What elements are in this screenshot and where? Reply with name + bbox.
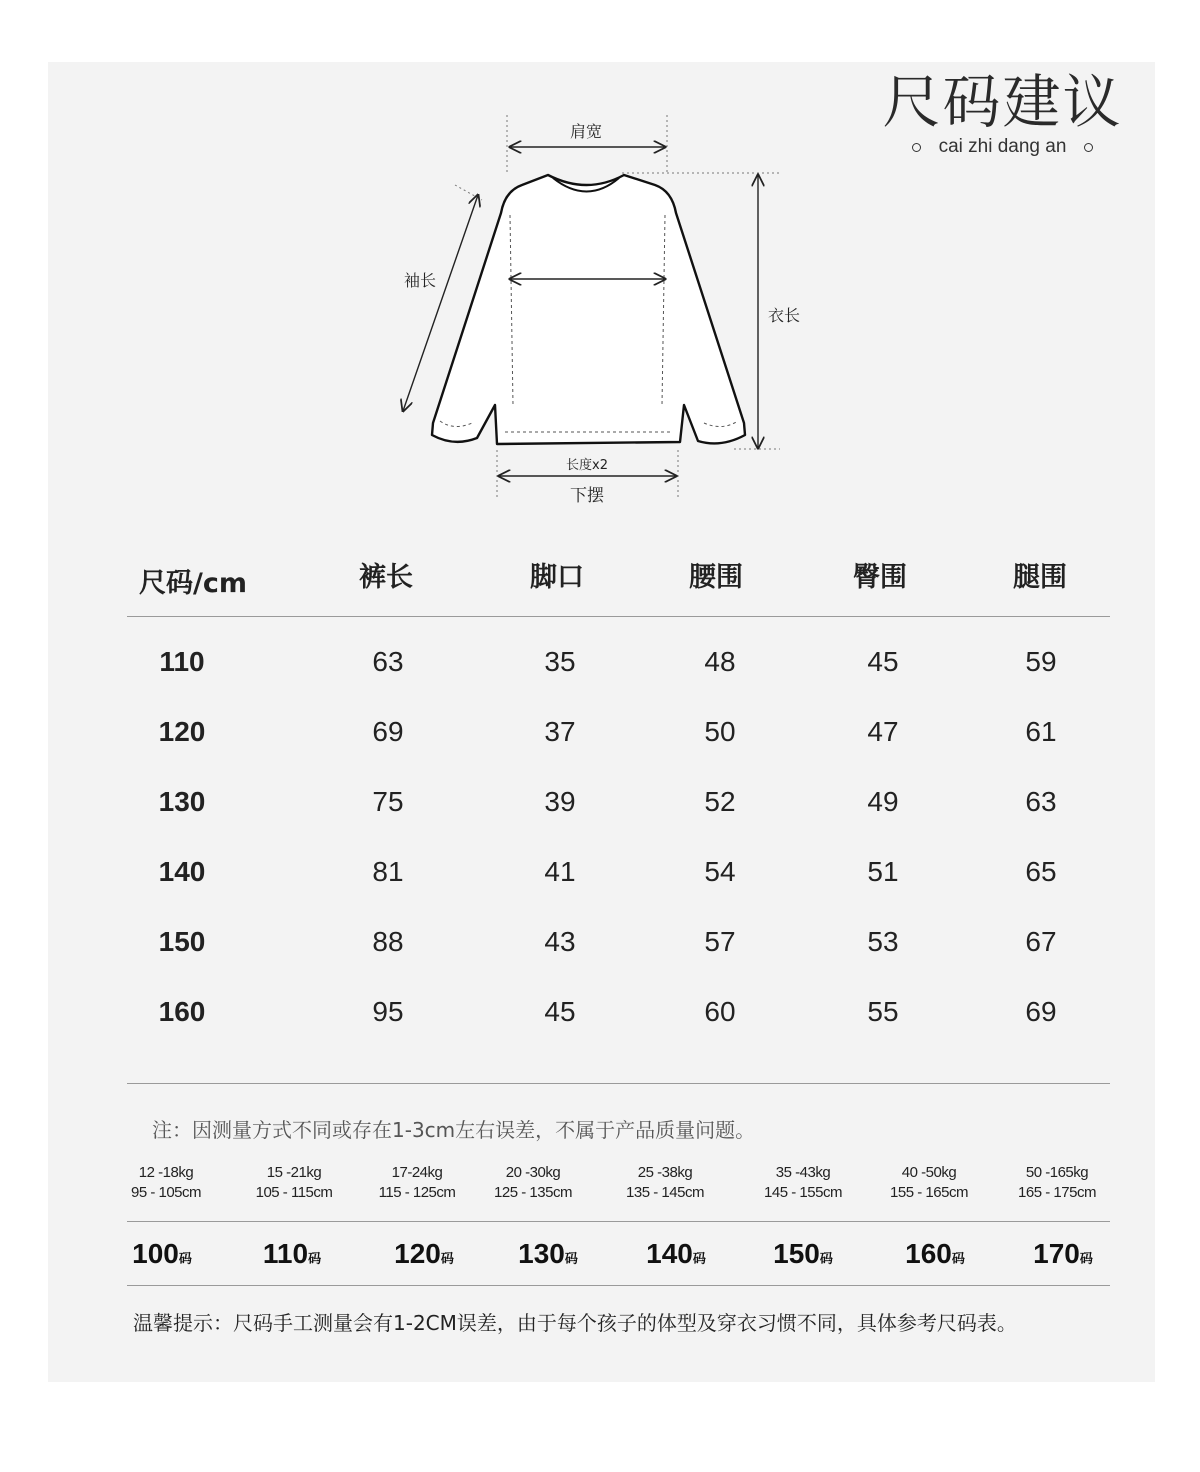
size-label [905, 1238, 965, 1270]
circle-icon [912, 143, 921, 152]
size-number: 170 [1033, 1238, 1080, 1269]
cell-value: 57 [704, 926, 736, 957]
size-number: 120 [394, 1238, 441, 1269]
cell-value: 81 [372, 856, 404, 887]
weight-height-cell [494, 1163, 572, 1203]
height-range: 155 - 165cm [890, 1184, 968, 1201]
weight-height-cell [890, 1163, 968, 1203]
height-range: 165 - 175cm [1018, 1184, 1096, 1201]
cell-value: 52 [704, 786, 736, 817]
height-range: 105 - 115cm [255, 1184, 333, 1201]
table-row [0, 786, 1200, 826]
divider [127, 1083, 1110, 1084]
header-waist: 腰围 [689, 562, 743, 593]
size-unit: 码 [564, 1252, 578, 1267]
table-row [0, 926, 1200, 966]
weight-range: 17-24kg [391, 1164, 443, 1181]
cell-value: 63 [1025, 786, 1057, 817]
weight-range: 15 -21kg [266, 1164, 322, 1181]
size-unit: 码 [440, 1252, 454, 1267]
table-row [0, 646, 1200, 686]
shirt-outline-icon [432, 175, 745, 444]
size-label [773, 1238, 833, 1270]
circle-icon [1084, 143, 1093, 152]
size-label [518, 1238, 578, 1270]
size-unit: 码 [819, 1252, 833, 1267]
divider [127, 616, 1110, 617]
cell-value: 69 [1025, 996, 1057, 1027]
page-title: 尺码建议 [882, 68, 1123, 136]
cell-value: 43 [544, 926, 576, 957]
size-label [1033, 1238, 1093, 1270]
cell-value: 67 [1025, 926, 1057, 957]
cell-size: 160 [158, 996, 206, 1027]
height-range: 135 - 145cm [626, 1184, 704, 1201]
size-label [263, 1238, 321, 1270]
cell-value: 69 [372, 716, 404, 747]
sleeve-label: 袖长 [403, 271, 437, 290]
divider [127, 1285, 1110, 1286]
weight-height-cell [379, 1163, 456, 1203]
weight-range: 40 -50kg [901, 1164, 957, 1181]
cell-value: 48 [704, 646, 736, 677]
garment-diagram [360, 105, 820, 525]
cell-size: 140 [158, 856, 206, 887]
weight-range: 25 -38kg [637, 1164, 693, 1181]
cell-value: 51 [867, 856, 899, 887]
cell-value: 45 [867, 646, 899, 677]
warm-tip: 温馨提示：尺码手工测量会有1-2CM误差，由于每个孩子的体型及穿衣习惯不同，具体参考尺码表。 [133, 1311, 1017, 1335]
cell-value: 41 [544, 856, 576, 887]
weight-range: 50 -165kg [1025, 1164, 1089, 1181]
cell-size: 150 [158, 926, 206, 957]
subtitle-text: cai zhi dang an [938, 136, 1067, 157]
cell-size: 110 [159, 646, 205, 677]
size-number: 110 [262, 1238, 309, 1269]
weight-range: 35 -43kg [775, 1164, 831, 1181]
cell-value: 50 [704, 716, 736, 747]
cell-value: 75 [372, 786, 404, 817]
size-unit: 码 [951, 1252, 965, 1267]
length-label: 衣长 [767, 306, 801, 325]
cell-value: 35 [544, 646, 576, 677]
size-unit: 码 [308, 1252, 322, 1267]
cell-value: 54 [704, 856, 736, 887]
size-number: 160 [905, 1238, 952, 1269]
cell-size: 130 [158, 786, 206, 817]
size-unit: 码 [1079, 1252, 1093, 1267]
size-number: 150 [773, 1238, 820, 1269]
cell-value: 37 [544, 716, 576, 747]
cell-value: 47 [867, 716, 899, 747]
header-pants-length: 裤长 [359, 562, 413, 593]
size-number: 100 [132, 1238, 179, 1269]
size-number: 140 [646, 1238, 693, 1269]
cell-value: 45 [544, 996, 576, 1027]
size-label [394, 1238, 454, 1270]
height-range: 95 - 105cm [130, 1184, 202, 1201]
weight-height-cell [131, 1163, 201, 1203]
size-unit: 码 [178, 1252, 192, 1267]
cell-value: 95 [372, 996, 404, 1027]
cell-value: 53 [867, 926, 899, 957]
cell-value: 60 [704, 996, 736, 1027]
size-label [132, 1238, 192, 1270]
cell-value: 61 [1025, 716, 1057, 747]
measurement-note: 注：因测量方式不同或存在1-3cm左右误差，不属于产品质量问题。 [152, 1118, 756, 1142]
cell-value: 59 [1025, 646, 1057, 677]
header-hip: 臀围 [853, 562, 907, 593]
size-unit: 码 [692, 1252, 706, 1267]
table-row [0, 856, 1200, 896]
cell-value: 88 [372, 926, 404, 957]
cell-value: 55 [867, 996, 899, 1027]
header-size: 尺码/cm [139, 568, 247, 599]
table-row [0, 716, 1200, 756]
weight-height-cell [256, 1163, 333, 1203]
header-leg-opening: 脚口 [530, 562, 584, 593]
header-thigh: 腿围 [1013, 562, 1067, 593]
divider [127, 1221, 1110, 1222]
cell-value: 63 [372, 646, 404, 677]
hem-note: 长度x2 [566, 458, 608, 473]
cell-value: 65 [1025, 856, 1057, 887]
cell-value: 39 [544, 786, 576, 817]
title-subtitle [850, 136, 1155, 158]
weight-height-cell [626, 1163, 704, 1203]
height-range: 115 - 125cm [378, 1184, 456, 1201]
size-label [646, 1238, 706, 1270]
weight-range: 20 -30kg [505, 1164, 561, 1181]
cell-size: 120 [158, 716, 206, 747]
cell-value: 49 [867, 786, 899, 817]
height-range: 145 - 155cm [764, 1184, 842, 1201]
table-header [0, 555, 1200, 601]
hem-label: 下摆 [570, 486, 604, 506]
height-range: 125 - 135cm [494, 1184, 572, 1201]
weight-height-cell [1018, 1163, 1096, 1203]
weight-range: 12 -18kg [138, 1164, 194, 1181]
weight-height-cell [764, 1163, 842, 1203]
table-row [0, 996, 1200, 1036]
shoulder-label: 肩宽 [569, 122, 603, 141]
size-number: 130 [518, 1238, 565, 1269]
title-block [850, 70, 1155, 158]
